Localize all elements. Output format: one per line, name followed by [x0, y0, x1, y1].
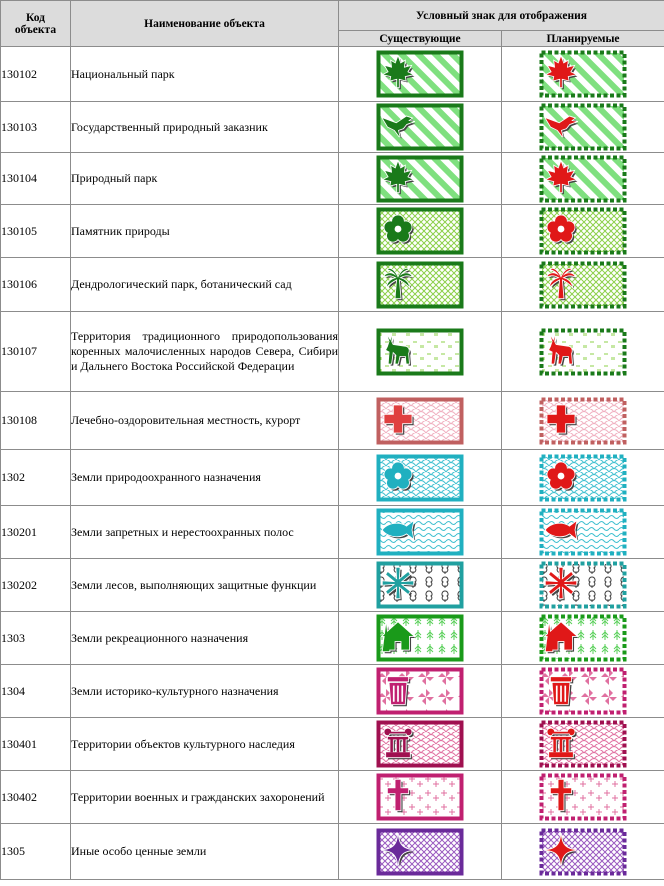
existing-symbol-cell [339, 771, 502, 824]
existing-symbol [376, 207, 464, 255]
object-name: Государственный природный заказник [71, 119, 268, 134]
object-name: Лечебно-оздоровительная местность, курорт [71, 413, 301, 427]
object-name-cell [71, 312, 339, 392]
object-code: 130202 [1, 559, 71, 612]
object-name-cell [71, 665, 339, 718]
planned-symbol-cell [502, 771, 664, 824]
existing-symbol [376, 328, 464, 376]
planned-symbol [539, 261, 627, 309]
planned-symbol-cell [502, 258, 664, 312]
object-name: Территория традиционного природопользования коренных малочисленных народов Севера, Сибири и Дальнего Востока Российской Федерации [71, 329, 338, 373]
planned-symbol-graphic [539, 508, 627, 556]
planned-symbol [539, 773, 627, 821]
object-name-cell [71, 205, 339, 258]
existing-symbol-graphic [376, 207, 464, 255]
existing-symbol [376, 720, 464, 768]
object-name-cell [71, 612, 339, 665]
existing-symbol-cell [339, 312, 502, 392]
object-name-cell [71, 718, 339, 771]
legend-body [1, 47, 664, 880]
table-row [1, 718, 664, 771]
object-name: Земли природоохранного назначения [71, 470, 261, 484]
existing-symbol-graphic [376, 261, 464, 309]
table-row [1, 258, 664, 312]
table-row [1, 392, 664, 450]
existing-symbol-graphic [376, 773, 464, 821]
table-row [1, 312, 664, 392]
object-code: 130102 [1, 47, 71, 102]
symbol-hatch-pattern [379, 776, 461, 818]
existing-symbol-graphic [376, 155, 464, 203]
header-symbol: Условный знак для отображения [339, 1, 664, 31]
existing-symbol-graphic [376, 508, 464, 556]
object-code: 130108 [1, 392, 71, 450]
planned-symbol [539, 328, 627, 376]
planned-symbol-graphic [539, 50, 627, 98]
object-name: Земли запретных и нерестоохранных полос [71, 524, 294, 539]
header-existing: Существующие [339, 31, 502, 47]
existing-symbol-cell [339, 718, 502, 771]
existing-symbol-cell [339, 102, 502, 153]
planned-symbol-cell [502, 506, 664, 559]
existing-symbol-cell [339, 665, 502, 718]
table-row [1, 102, 664, 153]
existing-symbol-cell [339, 506, 502, 559]
header-planned: Планируемые [502, 31, 664, 47]
object-name: Территории объектов культурного наследия [71, 736, 295, 751]
existing-symbol [376, 773, 464, 821]
table-row [1, 153, 664, 205]
table-row [1, 205, 664, 258]
existing-symbol-cell [339, 612, 502, 665]
existing-symbol [376, 667, 464, 715]
object-code: 1304 [1, 665, 71, 718]
planned-symbol [539, 828, 627, 876]
planned-symbol-graphic [539, 561, 627, 609]
existing-symbol-cell [339, 824, 502, 880]
planned-symbol [539, 454, 627, 502]
object-name-cell [71, 450, 339, 506]
existing-symbol-graphic [376, 828, 464, 876]
existing-symbol-graphic [376, 328, 464, 376]
existing-symbol-cell [339, 153, 502, 205]
existing-symbol [376, 261, 464, 309]
object-name: Земли лесов, выполняющих защитные функции [71, 577, 317, 592]
existing-symbol [376, 155, 464, 203]
object-name-cell [71, 153, 339, 205]
existing-symbol [376, 561, 464, 609]
planned-symbol [539, 207, 627, 255]
existing-symbol [376, 103, 464, 151]
object-code: 130104 [1, 153, 71, 205]
planned-symbol [539, 720, 627, 768]
existing-symbol [376, 454, 464, 502]
symbol-hatch-pattern [542, 776, 624, 818]
table-row [1, 559, 664, 612]
planned-symbol [539, 397, 627, 445]
planned-symbol-cell [502, 153, 664, 205]
planned-symbol-graphic [539, 828, 627, 876]
object-code: 130105 [1, 205, 71, 258]
header-code-line1: Код [25, 11, 45, 24]
object-code: 130402 [1, 771, 71, 824]
object-name: Дендрологический парк, ботанический сад [71, 277, 292, 291]
existing-symbol-cell [339, 392, 502, 450]
header-name: Наименование объекта [71, 1, 339, 47]
planned-symbol-cell [502, 450, 664, 506]
existing-symbol-graphic [376, 614, 464, 662]
object-code: 1302 [1, 450, 71, 506]
planned-symbol-cell [502, 824, 664, 880]
planned-symbol-cell [502, 718, 664, 771]
existing-symbol-cell [339, 47, 502, 102]
table-row [1, 824, 664, 880]
object-name-cell [71, 47, 339, 102]
planned-symbol-cell [502, 312, 664, 392]
planned-symbol-graphic [539, 328, 627, 376]
planned-symbol [539, 103, 627, 151]
existing-symbol-graphic [376, 397, 464, 445]
object-name: Территории военных и гражданских захоронений [71, 789, 325, 804]
table-row [1, 612, 664, 665]
existing-symbol-graphic [376, 561, 464, 609]
planned-symbol-graphic [539, 261, 627, 309]
existing-symbol-graphic [376, 720, 464, 768]
header-code-line2: объекта [14, 23, 57, 36]
planned-symbol-cell [502, 665, 664, 718]
header-code [1, 1, 71, 47]
table-row [1, 450, 664, 506]
existing-symbol [376, 828, 464, 876]
object-name: Земли историко-культурного назначения [71, 683, 279, 698]
object-code: 130106 [1, 258, 71, 312]
planned-symbol [539, 508, 627, 556]
object-name-cell [71, 771, 339, 824]
object-code: 130401 [1, 718, 71, 771]
table-row [1, 506, 664, 559]
planned-symbol-cell [502, 559, 664, 612]
object-name-cell [71, 258, 339, 312]
planned-symbol [539, 667, 627, 715]
planned-symbol-graphic [539, 103, 627, 151]
object-name-cell [71, 559, 339, 612]
planned-symbol-cell [502, 205, 664, 258]
table-row [1, 665, 664, 718]
existing-symbol-cell [339, 258, 502, 312]
existing-symbol-graphic [376, 667, 464, 715]
planned-symbol-cell [502, 47, 664, 102]
planned-symbol-graphic [539, 720, 627, 768]
table-row [1, 47, 664, 102]
planned-symbol-graphic [539, 155, 627, 203]
existing-symbol [376, 614, 464, 662]
planned-symbol-graphic [539, 773, 627, 821]
object-name: Земли рекреационного назначения [71, 630, 249, 645]
planned-symbol-cell [502, 392, 664, 450]
planned-symbol-graphic [539, 454, 627, 502]
planned-symbol-graphic [539, 397, 627, 445]
object-name: Иные особо ценные земли [71, 844, 207, 858]
object-name-cell [71, 102, 339, 153]
existing-symbol-graphic [376, 50, 464, 98]
object-code: 130107 [1, 312, 71, 392]
planned-symbol-graphic [539, 667, 627, 715]
planned-symbol [539, 155, 627, 203]
object-code: 1305 [1, 824, 71, 880]
planned-symbol-graphic [539, 207, 627, 255]
object-code: 130103 [1, 102, 71, 153]
existing-symbol [376, 50, 464, 98]
object-name-cell [71, 824, 339, 880]
existing-symbol-cell [339, 450, 502, 506]
object-name-cell [71, 506, 339, 559]
existing-symbol [376, 508, 464, 556]
object-name-cell [71, 392, 339, 450]
object-code: 130201 [1, 506, 71, 559]
planned-symbol-cell [502, 612, 664, 665]
object-name: Памятник природы [71, 223, 170, 238]
existing-symbol-cell [339, 205, 502, 258]
object-name: Национальный парк [71, 66, 175, 81]
existing-symbol-graphic [376, 103, 464, 151]
planned-symbol [539, 50, 627, 98]
planned-symbol-cell [502, 102, 664, 153]
existing-symbol [376, 397, 464, 445]
object-code: 1303 [1, 612, 71, 665]
planned-symbol-graphic [539, 614, 627, 662]
object-name: Природный парк [71, 171, 158, 185]
table-row [1, 771, 664, 824]
planned-symbol [539, 614, 627, 662]
existing-symbol-graphic [376, 454, 464, 502]
planned-symbol [539, 561, 627, 609]
existing-symbol-cell [339, 559, 502, 612]
